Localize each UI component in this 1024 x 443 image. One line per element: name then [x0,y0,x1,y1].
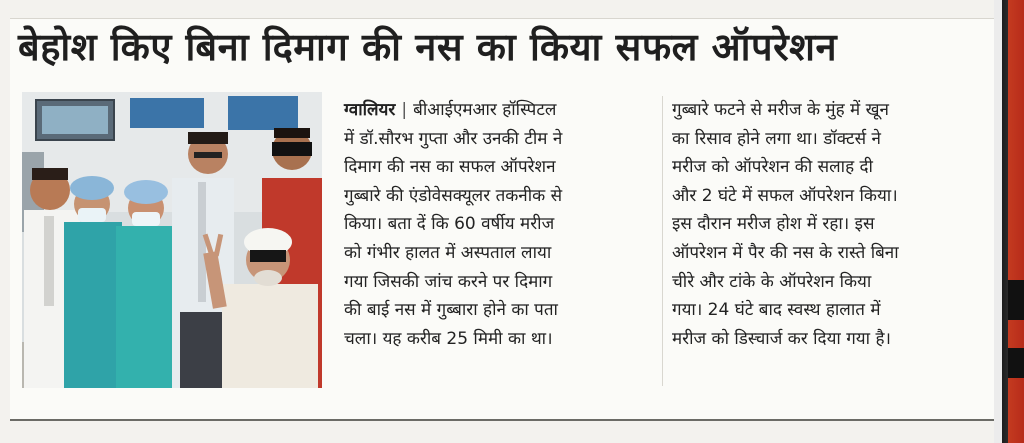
column-1-line-8: की बाई नस में गुब्बारा होने का पता [344,300,558,321]
column-1-line-5: किया। बता दें कि 60 वर्षीय मरीज [344,214,555,235]
column-1-line-4: गुब्बारे की एंडोवेसक्यूलर तकनीक से [344,185,563,206]
dateline: ग्वालियर [344,100,396,120]
column-1-line-1 [344,96,654,125]
column-divider [662,96,663,386]
column-2-line-2: का रिसाव होने लगा था। डॉक्टर्स ने [672,128,881,149]
column-1-line-1-text: बीआईएमआर हॉस्पिटल [413,100,557,120]
column-1-line-7: गया जिसकी जांच करने पर दिमाग [344,271,553,292]
column-1-line-3: दिमाग की नस का सफल ऑपरेशन [344,157,556,178]
article-column-2 [672,96,972,396]
column-2-line-6: ऑपरेशन में पैर की नस के रास्ते बिना [672,242,899,263]
dateline-separator: | [401,100,408,120]
headline: बेहोश किए बिना दिमाग की नस का किया सफल ऑपरेशन [18,25,838,69]
column-2-line-8: गया। 24 घंटे बाद स्वस्थ हालात में [672,300,881,321]
column-1-line-2: में डॉ.सौरभ गुप्ता और उनकी टीम ने [344,128,563,149]
adjacent-page-edge [994,0,1024,443]
team-photo [22,92,322,388]
column-2-line-9: मरीज को डिस्चार्ज कर दिया गया है। [672,328,891,349]
column-2-line-1: गुब्बारे फटने से मरीज के मुंह में खून [672,100,889,120]
column-2-line-4: और 2 घंटे में सफल ऑपरेशन किया। [672,185,898,206]
column-2-line-7: चीरे और टांके के ऑपरेशन किया [672,271,872,292]
column-2-line-5: इस दौरान मरीज होश में रहा। इस [672,214,875,235]
article-column-1 [344,96,654,396]
column-1-line-9: चला। यह करीब 25 मिमी का था। [344,328,553,349]
column-2-line-3: मरीज को ऑपरेशन की सलाह दी [672,157,873,178]
column-1-line-6: को गंभीर हालत में अस्पताल लाया [344,242,552,263]
team-photo-illustration [22,92,322,388]
